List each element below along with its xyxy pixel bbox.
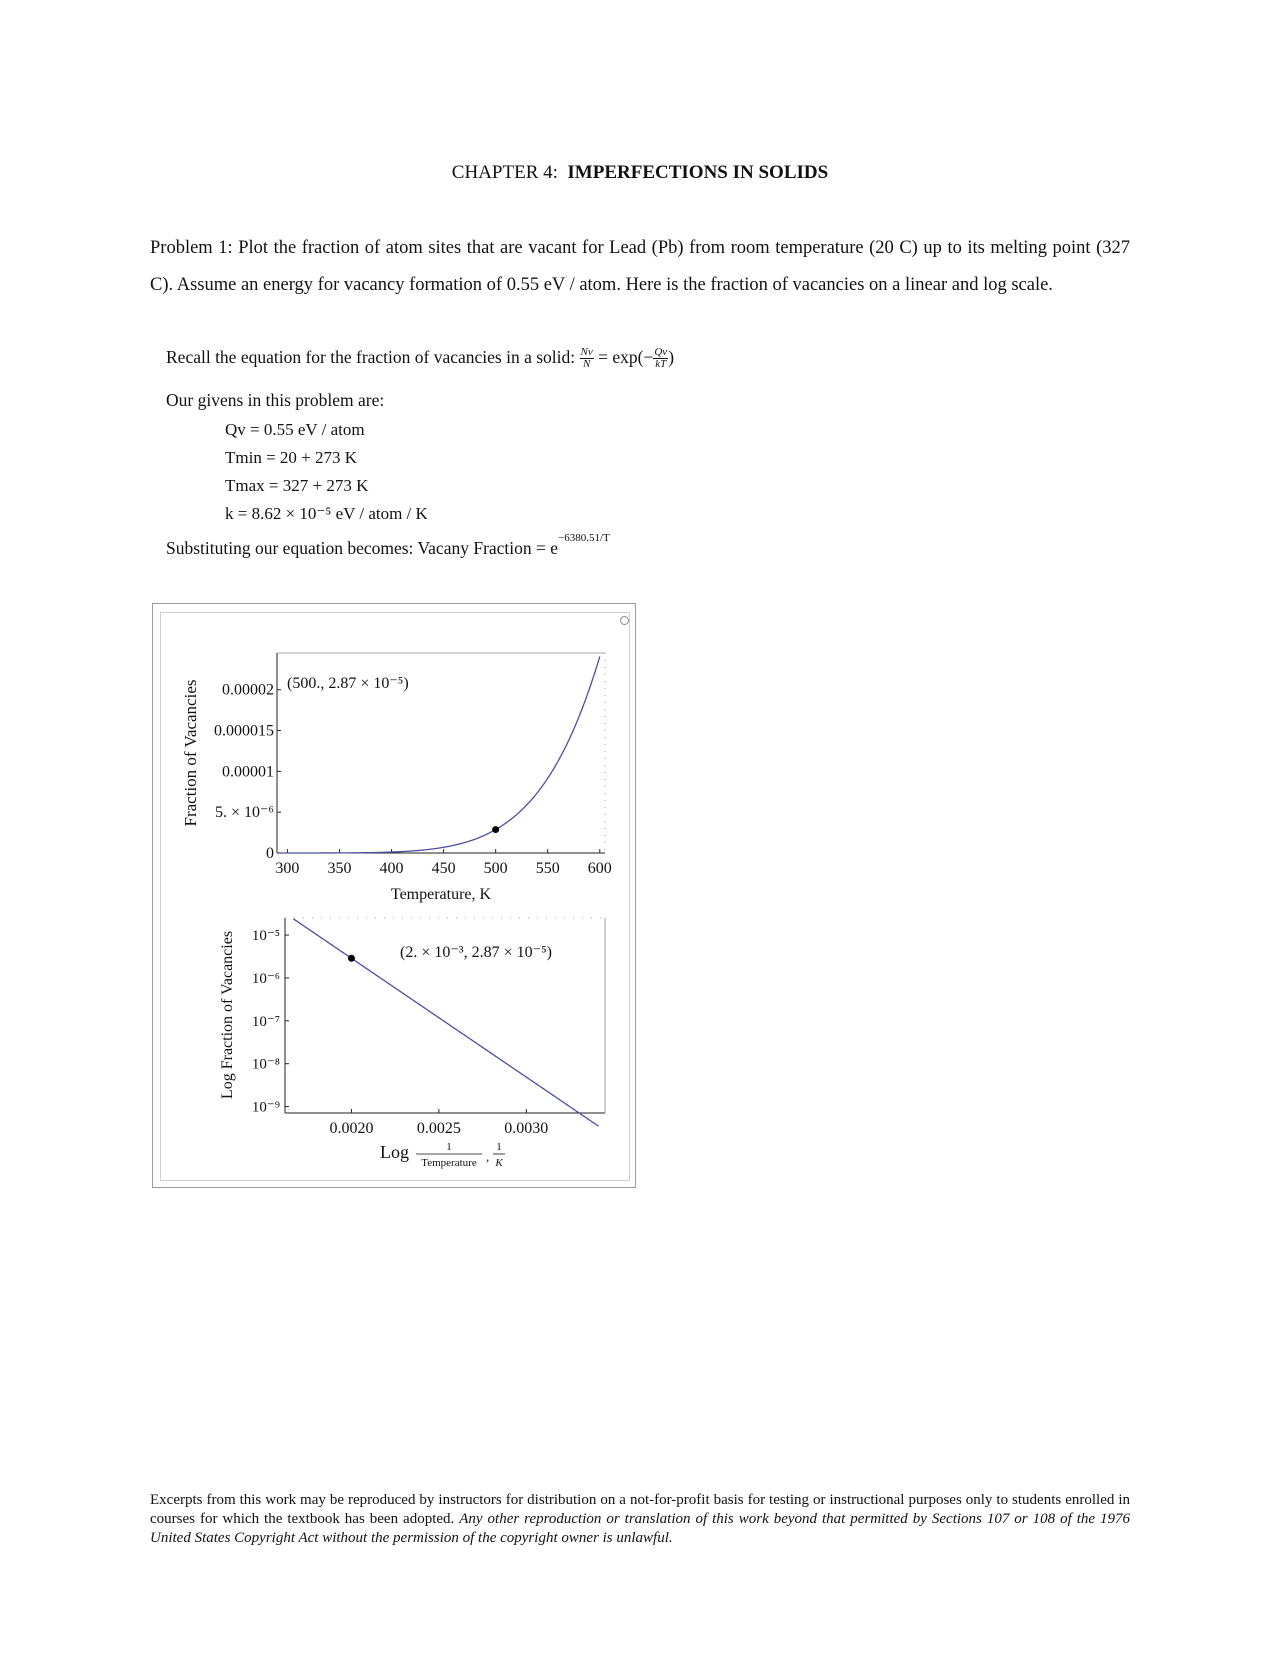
substitution-line	[166, 532, 610, 559]
x-tick-label: 550	[535, 860, 560, 877]
x-tick-label: 450	[431, 860, 456, 877]
x-label-unit-numerator: 1	[496, 1141, 502, 1153]
highlight-point	[348, 955, 355, 962]
given-item: Tmin = 20 + 273 K	[225, 448, 358, 467]
y-tick-label: 0.00002	[222, 681, 274, 699]
y-tick-label: 5. × 10⁻⁶	[214, 804, 274, 822]
fraction-numerator: Nv	[580, 346, 593, 359]
y-tick-label: 0.000015	[214, 722, 274, 740]
chapter-title: IMPERFECTIONS IN SOLIDS	[567, 162, 829, 183]
y-tick-label: 10⁻⁷	[251, 1013, 280, 1030]
chapter-heading	[0, 162, 1280, 184]
y-tick-label: 10⁻⁹	[251, 1099, 280, 1116]
x-axis-title: Temperature, K	[390, 886, 492, 903]
x-tick-label: 500	[483, 860, 508, 877]
x-axis-title: Log	[380, 1142, 409, 1162]
x-tick-label: 300	[275, 860, 300, 877]
footer-italic: Any other reproduction or translation of this work beyond that permitted by Sections 107 or 108 of the 1976 United States Copyright Act without the permission of the copyright owner is unlawful.	[150, 1511, 1130, 1546]
recall-text: Recall the equation for the fraction of vacancies in a solid:	[166, 347, 576, 367]
problem-statement: Problem 1: Plot the fraction of atom sites that are vacant for Lead (Pb) from room temperature (20 C) up to its melting point (327 C). Assume an energy for vacancy formation of 0.55 eV / atom. Here is the fraction of vacancies on a linear and log scale.	[150, 238, 1130, 295]
fraction-nv-n	[580, 347, 594, 370]
fraction-qv-kt	[653, 347, 668, 370]
highlight-point	[492, 826, 499, 833]
x-label-unit-denominator: K	[495, 1157, 503, 1169]
footer-normal: Excerpts from this work may be reproduced by instructors for distribution on a not-for-profit basis for testing or instructional purposes only to students enrolled in courses for which the textbook has been adopted.	[150, 1492, 1130, 1527]
y-tick-label: 10⁻⁵	[251, 928, 280, 945]
given-item: Tmax = 327 + 273 K	[225, 476, 369, 495]
substitution-text: Substituting our equation becomes: Vacany Fraction = e	[166, 538, 559, 558]
x-label-separator: ,	[486, 1149, 490, 1164]
fraction-denominator: N	[582, 358, 591, 371]
copyright-footer	[150, 1491, 1130, 1548]
givens-title: Our givens in this problem are:	[166, 390, 385, 410]
given-item: Qv = 0.55 eV / atom	[225, 420, 365, 439]
recall-equation	[166, 347, 674, 370]
y-axis-title: Fraction of Vacancies	[181, 679, 200, 827]
fraction-numerator: Qv	[654, 346, 668, 359]
plots-svg	[152, 603, 634, 1186]
equation-end: )	[668, 347, 675, 367]
given-item: k = 8.62 × 10⁻⁵ eV / atom / K	[225, 504, 428, 523]
x-label-fraction-denominator: Temperature	[421, 1157, 477, 1169]
x-tick-label: 0.0030	[504, 1120, 549, 1137]
x-tick-label: 0.0020	[329, 1120, 374, 1137]
fraction-denominator: kT	[655, 358, 667, 371]
y-axis-title: Log Fraction of Vacancies	[219, 930, 236, 1100]
chapter-prefix: CHAPTER 4:	[451, 162, 558, 183]
y-tick-label: 0.00001	[222, 763, 274, 781]
y-tick-label: 0	[266, 845, 274, 862]
x-label-fraction-numerator: 1	[446, 1141, 452, 1153]
y-tick-label: 10⁻⁸	[251, 1056, 280, 1073]
x-tick-label: 0.0025	[416, 1120, 461, 1137]
y-tick-label: 10⁻⁶	[251, 970, 280, 987]
point-annotation: (500., 2.87 × 10⁻⁵)	[287, 675, 409, 692]
point-annotation: (2. × 10⁻³, 2.87 × 10⁻⁵)	[400, 944, 552, 961]
x-tick-label: 350	[327, 860, 352, 877]
x-tick-label: 600	[587, 860, 612, 877]
substitution-exponent: −6380.51/T	[558, 532, 610, 545]
x-tick-label: 400	[379, 860, 404, 877]
equation-middle: = exp(−	[598, 347, 654, 367]
